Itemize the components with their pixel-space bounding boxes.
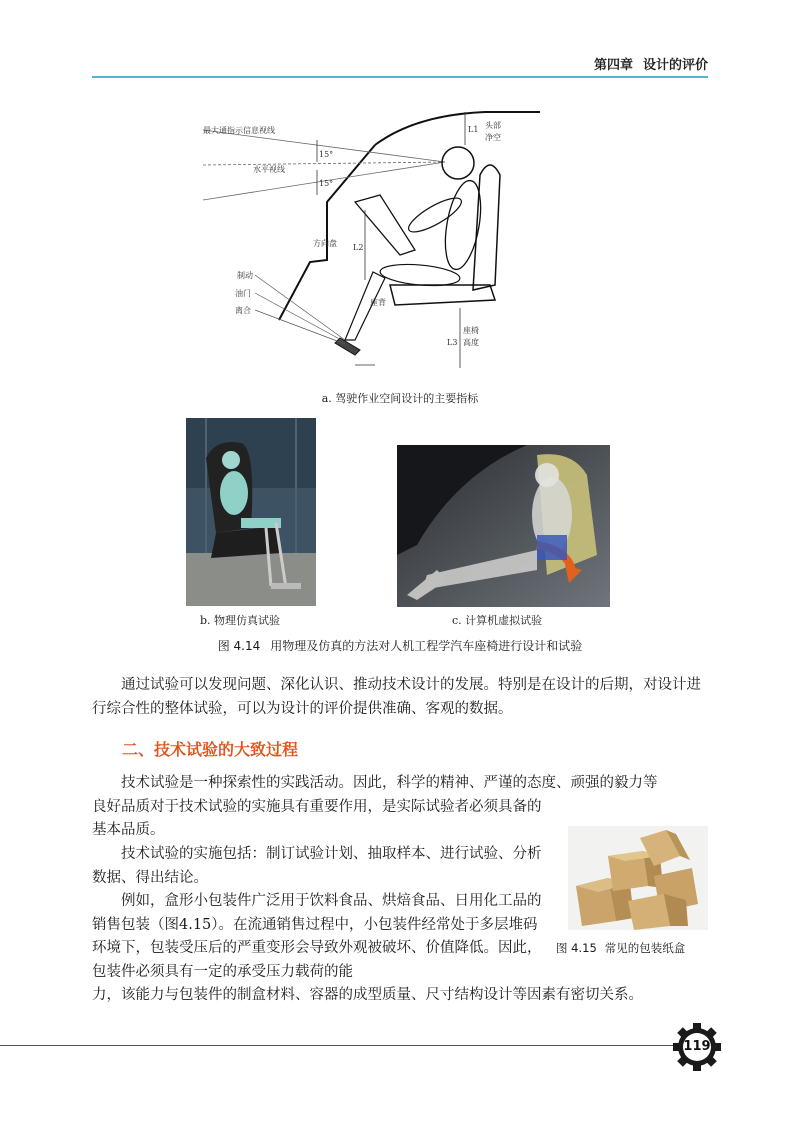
paragraph-intro: 通过试验可以发现问题、深化认识、推动技术设计的发展。特别是在设计的后期，对设计进行综合性的整体试验，可以为设计的评价提供准确、客观的数据。 xyxy=(92,677,701,717)
paragraph-exploration-line1: 技术试验是一种探索性的实践活动。因此，科学的精神、严谨的态度、顽强的毅力等 xyxy=(121,775,658,791)
running-header xyxy=(594,54,708,73)
figure-4-15-number: 图 4.15 xyxy=(556,941,597,955)
paragraph-exploration-line2: 良好品质对于技术试验的实施具有重要作用，是实际试验者必须具备的基本品质。 xyxy=(92,798,542,838)
figure-4-15-caption xyxy=(556,940,685,956)
label-l2: L2 xyxy=(353,243,364,252)
label-sight-line: 最大通指示信息视线 xyxy=(203,126,275,135)
label-head-1: 头部 xyxy=(485,121,501,130)
label-l1: L1 xyxy=(468,125,479,134)
figure-4-14-caption xyxy=(0,637,800,654)
label-angle-top: 15° xyxy=(319,150,334,159)
label-clutch: 离合 xyxy=(235,306,251,315)
figure-b-caption: b. 物理仿真试验 xyxy=(200,614,281,627)
packaging-boxes-photo xyxy=(568,826,708,930)
figure-4-14-text: 用物理及仿真的方法对人机工程学汽车座椅进行设计和试验 xyxy=(270,639,583,653)
figure-4-15-text: 常见的包装纸盒 xyxy=(604,941,686,955)
label-horizontal: 水平视线 xyxy=(253,165,285,174)
label-angle-bottom: 15° xyxy=(319,179,334,188)
paragraph-example: 例如，盒形小包装件广泛用于饮料食品、烘焙食品、日用化工品的销售包装（图4.15）。在流通销售过程中，小包装件经常处于多层堆码环境下，包装受压后的严重变形会导致外观被破坏、价值降低。因此，包装件必须具有一定的承受压力载荷的能 xyxy=(92,893,542,980)
figure-c-caption: c. 计算机虚拟试验 xyxy=(452,614,543,627)
page-number: 119 xyxy=(683,1039,711,1054)
chapter-title: 设计的评价 xyxy=(642,58,708,73)
label-seat-height-1: 座椅 xyxy=(463,326,479,335)
driving-workspace-diagram xyxy=(195,100,555,380)
figure-4-14-number: 图 4.14 xyxy=(217,639,261,653)
paragraph-example-end: 力，该能力与包装件的制盒材料、容器的成型质量、尺寸结构设计等因素有密切关系。 xyxy=(92,987,643,1003)
label-l3: L3 xyxy=(447,338,458,347)
figure-a-caption: a. 驾驶作业空间设计的主要指标 xyxy=(321,392,479,405)
footer-rule xyxy=(0,1045,690,1046)
physical-test-photo xyxy=(186,418,316,606)
label-brake: 制动 xyxy=(237,271,253,280)
label-head-2: 净空 xyxy=(485,133,501,142)
label-steering: 方向盘 xyxy=(313,239,337,248)
label-seat-height-2: 高度 xyxy=(463,338,479,347)
paragraph-steps: 技术试验的实施包括：制订试验计划、抽取样本、进行试验、分析数据、得出结论。 xyxy=(92,846,542,886)
label-throttle: 油门 xyxy=(235,289,251,298)
section-heading: 二、技术试验的大致过程 xyxy=(122,740,299,759)
virtual-test-image xyxy=(397,445,610,607)
chapter-label: 第四章 xyxy=(593,58,633,73)
header-rule xyxy=(92,76,708,78)
label-seat-back: 座背 xyxy=(370,298,386,307)
